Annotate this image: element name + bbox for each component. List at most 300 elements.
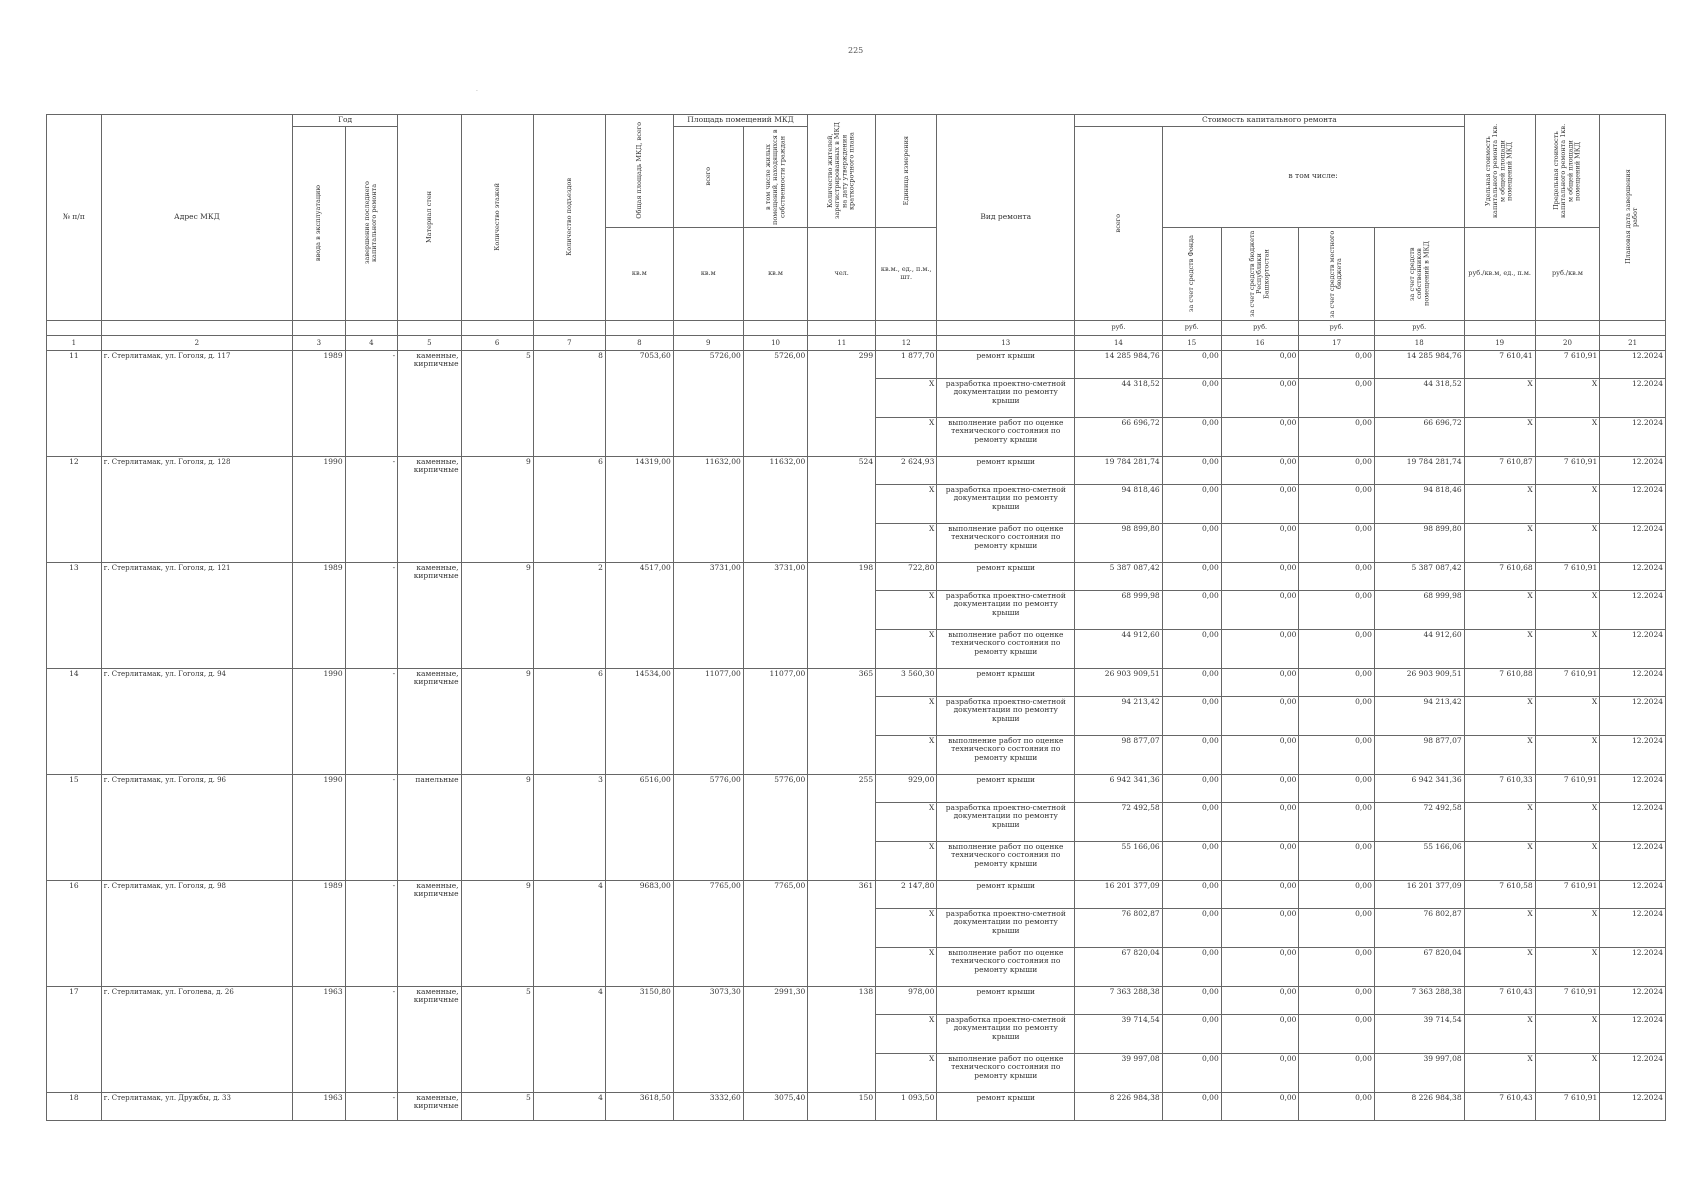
record-premises-total: 3731,00	[673, 562, 743, 668]
max-cost: X	[1535, 735, 1600, 774]
record-last-repair: -	[345, 668, 398, 774]
work-type: выполнение работ по оценке технического состояния по ремонту крыши	[937, 841, 1075, 880]
repair-plan-table	[46, 114, 1666, 1121]
header-planned-date: Плановая дата завершения работ	[1624, 169, 1640, 265]
cost-local: 0,00	[1299, 523, 1374, 562]
cost-total: 67 820,04	[1075, 947, 1163, 986]
record-total-area: 7053,60	[605, 350, 673, 456]
cost-total: 98 899,80	[1075, 523, 1163, 562]
record-address: г. Стерлитамак, ул. Гоголева, д. 26	[101, 986, 292, 1092]
cost-owners: 16 201 377,09	[1374, 880, 1464, 908]
record-last-repair: -	[345, 562, 398, 668]
cost-republic: 0,00	[1221, 1092, 1299, 1120]
record-year: 1990	[293, 774, 346, 880]
cost-republic: 0,00	[1221, 1014, 1299, 1053]
record-material: каменные, кирпичные	[398, 880, 461, 986]
cost-fund: 0,00	[1162, 456, 1221, 484]
planned-date: 12.2024	[1600, 1092, 1666, 1120]
cost-local: 0,00	[1299, 1092, 1374, 1120]
cost-local: 0,00	[1299, 735, 1374, 774]
header-premises-residential: в том числе жилых помещений, находящихся в собственности граждан	[763, 128, 787, 225]
max-cost: 7 610,91	[1535, 562, 1600, 590]
record-floors: 9	[461, 562, 533, 668]
cost-republic: 0,00	[1221, 350, 1299, 378]
work-unit: X	[876, 1053, 937, 1092]
cost-local: 0,00	[1299, 562, 1374, 590]
specific-cost: X	[1464, 908, 1535, 947]
cost-local: 0,00	[1299, 378, 1374, 417]
cost-local: 0,00	[1299, 484, 1374, 523]
cost-republic: 0,00	[1221, 947, 1299, 986]
record-material: каменные, кирпичные	[398, 668, 461, 774]
specific-cost: X	[1464, 735, 1535, 774]
cost-local: 0,00	[1299, 590, 1374, 629]
record-last-repair: -	[345, 880, 398, 986]
cost-fund: 0,00	[1162, 774, 1221, 802]
record-premises-residential: 5726,00	[743, 350, 808, 456]
record-floors: 9	[461, 456, 533, 562]
work-unit: X	[876, 484, 937, 523]
table-row	[47, 880, 1666, 908]
cost-owners: 7 363 288,38	[1374, 986, 1464, 1014]
record-premises-total: 3332,60	[673, 1092, 743, 1120]
record-year: 1990	[293, 456, 346, 562]
planned-date: 12.2024	[1600, 735, 1666, 774]
cost-owners: 55 166,06	[1374, 841, 1464, 880]
record-entrances: 6	[533, 668, 605, 774]
planned-date: 12.2024	[1600, 590, 1666, 629]
specific-cost: X	[1464, 696, 1535, 735]
record-premises-total: 3073,30	[673, 986, 743, 1092]
record-residents: 255	[808, 774, 876, 880]
work-unit: X	[876, 590, 937, 629]
planned-date: 12.2024	[1600, 696, 1666, 735]
record-entrances: 4	[533, 1092, 605, 1120]
cost-owners: 66 696,72	[1374, 417, 1464, 456]
record-premises-total: 11077,00	[673, 668, 743, 774]
records-body	[47, 350, 1666, 1120]
record-premises-total: 5776,00	[673, 774, 743, 880]
cost-republic: 0,00	[1221, 562, 1299, 590]
specific-cost: 7 610,43	[1464, 986, 1535, 1014]
record-last-repair: -	[345, 774, 398, 880]
max-cost: X	[1535, 629, 1600, 668]
max-cost: X	[1535, 841, 1600, 880]
unit-cost-owners: руб.	[1374, 320, 1464, 335]
column-number: 8	[605, 335, 673, 350]
cost-total: 39 997,08	[1075, 1053, 1163, 1092]
max-cost: X	[1535, 378, 1600, 417]
specific-cost: X	[1464, 1014, 1535, 1053]
column-number: 9	[673, 335, 743, 350]
record-premises-residential: 5776,00	[743, 774, 808, 880]
header-year-last-repair: завершение последнего капитального ремонта	[363, 181, 379, 265]
cost-total: 98 877,07	[1075, 735, 1163, 774]
record-year: 1989	[293, 880, 346, 986]
record-entrances: 4	[533, 986, 605, 1092]
work-type: ремонт крыши	[937, 880, 1075, 908]
cost-fund: 0,00	[1162, 484, 1221, 523]
work-type: разработка проектно-сметной документации по ремонту крыши	[937, 802, 1075, 841]
specific-cost: 7 610,41	[1464, 350, 1535, 378]
table-row	[47, 562, 1666, 590]
record-address: г. Стерлитамак, ул. Гоголя, д. 98	[101, 880, 292, 986]
cost-local: 0,00	[1299, 986, 1374, 1014]
cost-republic: 0,00	[1221, 417, 1299, 456]
record-last-repair: -	[345, 350, 398, 456]
cost-fund: 0,00	[1162, 735, 1221, 774]
max-cost: X	[1535, 947, 1600, 986]
header-cost-republic: за счет средств бюджета Республики Башкортостан	[1248, 230, 1271, 317]
record-floors: 9	[461, 668, 533, 774]
max-cost: 7 610,91	[1535, 986, 1600, 1014]
record-address: г. Стерлитамак, ул. Гоголя, д. 96	[101, 774, 292, 880]
work-type: ремонт крыши	[937, 668, 1075, 696]
planned-date: 12.2024	[1600, 908, 1666, 947]
column-number: 2	[101, 335, 292, 350]
max-cost: X	[1535, 590, 1600, 629]
max-cost: 7 610,91	[1535, 880, 1600, 908]
cost-republic: 0,00	[1221, 1053, 1299, 1092]
header-residents: Количество жителей, зарегистрированных в МКД на дату утверждения краткосрочного плана	[826, 122, 856, 220]
header-unit: Единица измерения	[901, 136, 910, 206]
cost-fund: 0,00	[1162, 629, 1221, 668]
record-residents: 361	[808, 880, 876, 986]
cost-local: 0,00	[1299, 629, 1374, 668]
cost-owners: 67 820,04	[1374, 947, 1464, 986]
record-residents: 299	[808, 350, 876, 456]
cost-republic: 0,00	[1221, 735, 1299, 774]
cost-fund: 0,00	[1162, 880, 1221, 908]
cost-local: 0,00	[1299, 668, 1374, 696]
scan-mark: ·	[476, 88, 478, 95]
work-type: выполнение работ по оценке технического состояния по ремонту крыши	[937, 523, 1075, 562]
cost-owners: 68 999,98	[1374, 590, 1464, 629]
record-material: каменные, кирпичные	[398, 986, 461, 1092]
planned-date: 12.2024	[1600, 668, 1666, 696]
planned-date: 12.2024	[1600, 484, 1666, 523]
work-type: выполнение работ по оценке технического состояния по ремонту крыши	[937, 629, 1075, 668]
record-premises-total: 11632,00	[673, 456, 743, 562]
cost-local: 0,00	[1299, 1014, 1374, 1053]
work-type: выполнение работ по оценке технического состояния по ремонту крыши	[937, 735, 1075, 774]
cost-owners: 44 318,52	[1374, 378, 1464, 417]
max-cost: X	[1535, 1014, 1600, 1053]
header-address: Адрес МКД	[101, 115, 292, 321]
specific-cost: X	[1464, 417, 1535, 456]
cost-republic: 0,00	[1221, 668, 1299, 696]
record-total-area: 3150,80	[605, 986, 673, 1092]
cost-total: 76 802,87	[1075, 908, 1163, 947]
record-premises-residential: 3075,40	[743, 1092, 808, 1120]
work-unit: 2 147,80	[876, 880, 937, 908]
unit-max-cost: руб./кв.м	[1535, 227, 1600, 320]
cost-fund: 0,00	[1162, 378, 1221, 417]
cost-local: 0,00	[1299, 802, 1374, 841]
cost-republic: 0,00	[1221, 908, 1299, 947]
work-type: ремонт крыши	[937, 562, 1075, 590]
cost-owners: 19 784 281,74	[1374, 456, 1464, 484]
cost-total: 44 912,60	[1075, 629, 1163, 668]
cost-fund: 0,00	[1162, 562, 1221, 590]
header-cost-total: всего	[1113, 213, 1122, 233]
cost-republic: 0,00	[1221, 484, 1299, 523]
cost-fund: 0,00	[1162, 947, 1221, 986]
header-cost-local: за счет средств местного бюджета	[1328, 230, 1344, 318]
cost-fund: 0,00	[1162, 802, 1221, 841]
record-number: 17	[47, 986, 102, 1092]
record-number: 14	[47, 668, 102, 774]
cost-total: 26 903 909,51	[1075, 668, 1163, 696]
cost-total: 6 942 341,36	[1075, 774, 1163, 802]
planned-date: 12.2024	[1600, 629, 1666, 668]
column-number: 11	[808, 335, 876, 350]
cost-local: 0,00	[1299, 696, 1374, 735]
work-type: ремонт крыши	[937, 350, 1075, 378]
unit-cost-fund: руб.	[1162, 320, 1221, 335]
work-type: ремонт крыши	[937, 986, 1075, 1014]
planned-date: 12.2024	[1600, 456, 1666, 484]
record-entrances: 2	[533, 562, 605, 668]
cost-fund: 0,00	[1162, 417, 1221, 456]
specific-cost: X	[1464, 484, 1535, 523]
unit-unit: кв.м., ед., п.м., шт.	[876, 227, 937, 320]
work-unit: 2 624,93	[876, 456, 937, 484]
header-num: № п/п	[47, 115, 102, 321]
cost-total: 14 285 984,76	[1075, 350, 1163, 378]
cost-republic: 0,00	[1221, 590, 1299, 629]
unit-residents: чел.	[808, 227, 876, 320]
column-number: 4	[345, 335, 398, 350]
cost-republic: 0,00	[1221, 880, 1299, 908]
cost-owners: 76 802,87	[1374, 908, 1464, 947]
record-number: 12	[47, 456, 102, 562]
cost-owners: 8 226 984,38	[1374, 1092, 1464, 1120]
header-cost-including: в том числе:	[1162, 126, 1464, 227]
specific-cost: 7 610,68	[1464, 562, 1535, 590]
record-premises-residential: 11077,00	[743, 668, 808, 774]
column-number: 7	[533, 335, 605, 350]
cost-fund: 0,00	[1162, 908, 1221, 947]
column-number: 1	[47, 335, 102, 350]
specific-cost: X	[1464, 841, 1535, 880]
cost-local: 0,00	[1299, 774, 1374, 802]
cost-fund: 0,00	[1162, 668, 1221, 696]
column-number: 6	[461, 335, 533, 350]
record-total-area: 6516,00	[605, 774, 673, 880]
cost-fund: 0,00	[1162, 590, 1221, 629]
record-total-area: 4517,00	[605, 562, 673, 668]
column-number: 13	[937, 335, 1075, 350]
cost-owners: 94 213,42	[1374, 696, 1464, 735]
work-unit: 978,00	[876, 986, 937, 1014]
cost-republic: 0,00	[1221, 456, 1299, 484]
record-premises-total: 5726,00	[673, 350, 743, 456]
max-cost: X	[1535, 802, 1600, 841]
planned-date: 12.2024	[1600, 986, 1666, 1014]
planned-date: 12.2024	[1600, 350, 1666, 378]
planned-date: 12.2024	[1600, 523, 1666, 562]
record-last-repair: -	[345, 1092, 398, 1120]
work-unit: 722,80	[876, 562, 937, 590]
cost-total: 39 714,54	[1075, 1014, 1163, 1053]
cost-owners: 94 818,46	[1374, 484, 1464, 523]
work-type: разработка проектно-сметной документации по ремонту крыши	[937, 484, 1075, 523]
cost-owners: 5 387 087,42	[1374, 562, 1464, 590]
cost-fund: 0,00	[1162, 523, 1221, 562]
record-premises-residential: 11632,00	[743, 456, 808, 562]
record-total-area: 14534,00	[605, 668, 673, 774]
max-cost: 7 610,91	[1535, 774, 1600, 802]
cost-owners: 98 899,80	[1374, 523, 1464, 562]
unit-premises-total: кв.м	[673, 227, 743, 320]
work-unit: X	[876, 735, 937, 774]
max-cost: 7 610,91	[1535, 456, 1600, 484]
record-material: каменные, кирпичные	[398, 1092, 461, 1120]
record-material: каменные, кирпичные	[398, 456, 461, 562]
cost-republic: 0,00	[1221, 986, 1299, 1014]
planned-date: 12.2024	[1600, 802, 1666, 841]
header-cost-fund: за счет средств Фонда	[1187, 235, 1196, 313]
column-number: 15	[1162, 335, 1221, 350]
cost-republic: 0,00	[1221, 378, 1299, 417]
record-floors: 5	[461, 986, 533, 1092]
cost-local: 0,00	[1299, 417, 1374, 456]
cost-total: 66 696,72	[1075, 417, 1163, 456]
record-floors: 5	[461, 350, 533, 456]
cost-fund: 0,00	[1162, 1053, 1221, 1092]
record-residents: 365	[808, 668, 876, 774]
unit-specific-cost: руб./кв.м, ед., п.м.	[1464, 227, 1535, 320]
work-unit: X	[876, 841, 937, 880]
record-floors: 5	[461, 1092, 533, 1120]
unit-cost-local: руб.	[1299, 320, 1374, 335]
cost-owners: 14 285 984,76	[1374, 350, 1464, 378]
specific-cost: X	[1464, 523, 1535, 562]
record-number: 13	[47, 562, 102, 668]
header-floors: Количество этажей	[492, 183, 501, 252]
page-number: 225	[848, 46, 864, 55]
cost-fund: 0,00	[1162, 1014, 1221, 1053]
planned-date: 12.2024	[1600, 774, 1666, 802]
header-cost-owners: за счет средств собственников помещений в МКД	[1407, 241, 1430, 307]
specific-cost: 7 610,88	[1464, 668, 1535, 696]
work-unit: X	[876, 696, 937, 735]
cost-total: 5 387 087,42	[1075, 562, 1163, 590]
work-unit: X	[876, 629, 937, 668]
record-last-repair: -	[345, 986, 398, 1092]
table-row	[47, 986, 1666, 1014]
work-unit: 1 093,50	[876, 1092, 937, 1120]
header-total-area: Общая площадь МКД, всего	[634, 122, 643, 220]
column-number: 16	[1221, 335, 1299, 350]
work-unit: 3 560,30	[876, 668, 937, 696]
cost-total: 94 213,42	[1075, 696, 1163, 735]
cost-republic: 0,00	[1221, 523, 1299, 562]
specific-cost: X	[1464, 629, 1535, 668]
specific-cost: 7 610,43	[1464, 1092, 1535, 1120]
planned-date: 12.2024	[1600, 1053, 1666, 1092]
cost-local: 0,00	[1299, 880, 1374, 908]
column-number: 20	[1535, 335, 1600, 350]
cost-owners: 98 877,07	[1374, 735, 1464, 774]
record-year: 1989	[293, 350, 346, 456]
work-type: выполнение работ по оценке технического состояния по ремонту крыши	[937, 1053, 1075, 1092]
record-entrances: 8	[533, 350, 605, 456]
cost-total: 8 226 984,38	[1075, 1092, 1163, 1120]
record-material: каменные, кирпичные	[398, 350, 461, 456]
cost-total: 19 784 281,74	[1075, 456, 1163, 484]
cost-fund: 0,00	[1162, 841, 1221, 880]
unit-cost-republic: руб.	[1221, 320, 1299, 335]
planned-date: 12.2024	[1600, 947, 1666, 986]
record-residents: 524	[808, 456, 876, 562]
cost-republic: 0,00	[1221, 696, 1299, 735]
work-type: разработка проектно-сметной документации по ремонту крыши	[937, 696, 1075, 735]
header-cost-group: Стоимость капитального ремонта	[1075, 115, 1464, 127]
work-unit: X	[876, 523, 937, 562]
max-cost: 7 610,91	[1535, 1092, 1600, 1120]
record-number: 15	[47, 774, 102, 880]
record-total-area: 14319,00	[605, 456, 673, 562]
cost-total: 16 201 377,09	[1075, 880, 1163, 908]
header-premises-group: Площадь помещений МКД	[673, 115, 808, 127]
cost-total: 55 166,06	[1075, 841, 1163, 880]
record-address: г. Стерлитамак, ул. Гоголя, д. 117	[101, 350, 292, 456]
record-year: 1990	[293, 668, 346, 774]
max-cost: X	[1535, 417, 1600, 456]
cost-fund: 0,00	[1162, 696, 1221, 735]
header-wall-material: Материал стен	[424, 191, 433, 244]
record-residents: 138	[808, 986, 876, 1092]
column-number: 18	[1374, 335, 1464, 350]
column-number: 10	[743, 335, 808, 350]
header-max-cost: Предельная стоимость капитального ремонта 1кв. м общей площади помещений МКД	[1552, 123, 1582, 218]
record-entrances: 3	[533, 774, 605, 880]
unit-premises-residential: кв.м	[743, 227, 808, 320]
record-number: 11	[47, 350, 102, 456]
cost-fund: 0,00	[1162, 986, 1221, 1014]
cost-total: 72 492,58	[1075, 802, 1163, 841]
planned-date: 12.2024	[1600, 1014, 1666, 1053]
specific-cost: X	[1464, 590, 1535, 629]
cost-local: 0,00	[1299, 1053, 1374, 1092]
work-type: разработка проектно-сметной документации по ремонту крыши	[937, 590, 1075, 629]
cost-total: 44 318,52	[1075, 378, 1163, 417]
header-entrances: Количество подъездов	[564, 178, 573, 257]
work-unit: X	[876, 947, 937, 986]
specific-cost: X	[1464, 947, 1535, 986]
specific-cost: 7 610,58	[1464, 880, 1535, 908]
work-type: выполнение работ по оценке технического состояния по ремонту крыши	[937, 417, 1075, 456]
column-number: 5	[398, 335, 461, 350]
work-unit: X	[876, 1014, 937, 1053]
cost-owners: 72 492,58	[1374, 802, 1464, 841]
planned-date: 12.2024	[1600, 562, 1666, 590]
cost-republic: 0,00	[1221, 841, 1299, 880]
unit-total-area: кв.м	[605, 227, 673, 320]
record-number: 16	[47, 880, 102, 986]
work-unit: X	[876, 417, 937, 456]
work-type: ремонт крыши	[937, 774, 1075, 802]
table-row	[47, 1092, 1666, 1120]
cost-fund: 0,00	[1162, 350, 1221, 378]
cost-local: 0,00	[1299, 908, 1374, 947]
cost-total: 94 818,46	[1075, 484, 1163, 523]
cost-owners: 44 912,60	[1374, 629, 1464, 668]
work-type: разработка проектно-сметной документации по ремонту крыши	[937, 908, 1075, 947]
max-cost: 7 610,91	[1535, 668, 1600, 696]
